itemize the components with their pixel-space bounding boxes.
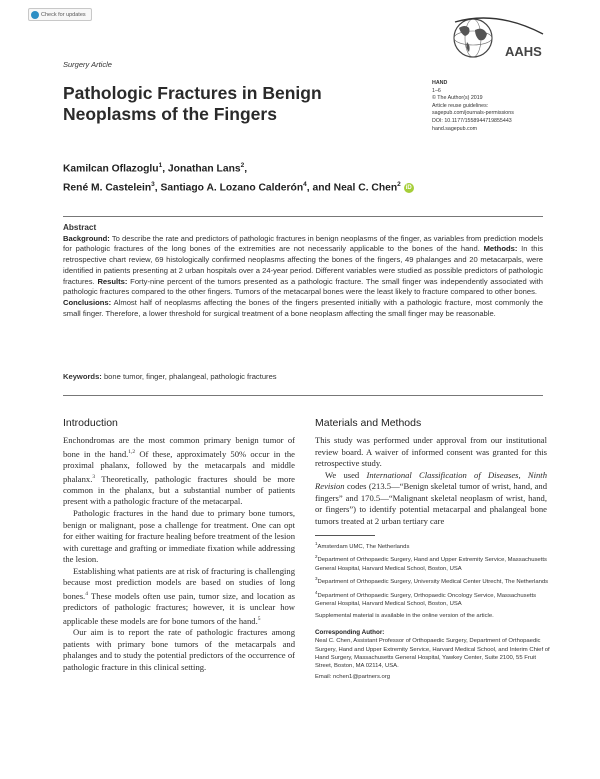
article-category: Surgery Article xyxy=(63,60,112,69)
keywords-label: Keywords: xyxy=(63,372,102,381)
abstract xyxy=(63,216,543,396)
intro-text: These models often use pain, tumor size, and location as predictors of pathologic fractures; however, it is unclear how applicable these models are for bone tumors of the hand. xyxy=(63,590,295,626)
methods-text: We used xyxy=(325,469,367,480)
author-name: René M. Castelein xyxy=(63,182,152,194)
affiliation-footnote xyxy=(315,589,550,609)
orcid-icon[interactable]: iD xyxy=(405,185,412,192)
doi[interactable]: DOI: 10.1177/1558944719855443 xyxy=(432,117,512,124)
footnotes xyxy=(315,540,550,683)
author-separator: , xyxy=(244,163,248,175)
footnote-text: Department of Orthopaedic Surgery, University Medical Center Utrecht, The Netherlands xyxy=(317,579,549,586)
author-name: Kamilcan Oflazoglu xyxy=(63,163,159,175)
abstract-body xyxy=(63,234,543,298)
globe-icon xyxy=(454,19,492,57)
corresponding-author-heading: Corresponding Author: xyxy=(315,628,385,636)
author-separator: , and xyxy=(306,182,334,194)
intro-text: Enchondromas are the most common primary benign tumor of bone in the hand. xyxy=(63,435,295,459)
intro-paragraph xyxy=(63,566,295,627)
intro-text: Of these, approximately 50% occur in the proximal phalanx, followed by the metacarpals and middle phalanx. xyxy=(63,448,295,484)
affiliation-footnote xyxy=(315,540,550,551)
update-check-icon xyxy=(31,11,39,19)
abstract-heading: Abstract xyxy=(63,223,97,232)
affiliation-footnote xyxy=(315,575,550,586)
author-name: Neal C. Chen xyxy=(333,182,398,194)
footnote-text: Amsterdam UMC, The Netherlands xyxy=(317,543,410,550)
footnote-number: 3 xyxy=(315,576,318,582)
journal-info xyxy=(432,80,514,133)
keywords xyxy=(63,372,277,381)
author-affiliation-sup: 2 xyxy=(397,181,401,189)
aahs-logo xyxy=(447,14,557,60)
methods-text: In this retrospective chart review, 69 histologically confirmed neoplasms affecting the bones of the fingers, 49 phalanges and 20 metacarpals, were identified in patients presenting at 2 urban hospitals over a 24-year period. Different variables were studied as possible predictors of pathologic fractures. xyxy=(63,244,543,286)
author-affiliation-sup: 2 xyxy=(240,162,245,169)
corresponding-author-text: Neal C. Chen, Assistant Professor of Orthopaedic Surgery, Department of Orthopaedic Surgery, Hand and Upper Extremity Service, Harvard Medical School, and Interim Chief of Hand Surgery, Massachusetts General Hospital, Yawkey Center, Suite 2100, 55 Fruit Street, Boston, MA 02114, USA. xyxy=(315,638,550,670)
icd-reference: International Classification of Diseases, Ninth Revision xyxy=(315,469,547,492)
results-label: Results: xyxy=(97,276,128,286)
background-text: To describe the rate and predictors of pathologic fractures in benign neoplasms of the finger, as variables from prediction models for pathologic fractures of the long bones of the extremities are not necessarily applicable to the bones of the hand. xyxy=(63,233,543,254)
intro-paragraph: Pathologic fractures in the hand due to primary bone tumors, benign or malignant, pose a challenge for treatment. One can opt for either waiting for fracture healing before treatment of the lesion with curettage and grafting or immediate fixation while addressing the lesion. xyxy=(63,508,295,565)
author-list xyxy=(63,158,483,197)
footnote-number: 2 xyxy=(315,554,318,560)
methods-text: codes (213.5—“Benign skeletal tumor of wrist, hand, and fingers” and 170.5—“Malignant skeletal neoplasm of wrist, hand, or fingers”) to identify potential metacarpal and phalangeal bone tumors treated at 2 urban tertiary care xyxy=(315,481,547,526)
intro-text: Theoretically, pathologic fractures should be more common in the phalanx, but a substantial number of patients present with a pathologic fracture of the metacarpal. xyxy=(63,473,295,507)
author-name: Santiago A. Lozano Calderón xyxy=(160,182,304,194)
methods-paragraph: This study was performed under approval from our institutional review board. A waiver of informed consent was granted for this retrospective study. xyxy=(315,435,547,469)
journal-name: HAND xyxy=(432,80,448,86)
citation-ref[interactable]: 3 xyxy=(92,473,96,480)
author-name: Jonathan Lans xyxy=(167,163,241,175)
conclusions-text: Almost half of neoplasms affecting the bones of the fingers presented initially with a pathologic fracture, most commonly the small finger. Therefore, a lower threshold for surgical treatment of a bone neoplasm affecting the small finger may be reasonable. xyxy=(63,297,543,318)
author-separator: , xyxy=(154,182,161,194)
journal-url[interactable]: hand.sagepub.com xyxy=(432,125,478,132)
footnote-text: Department of Orthopaedic Surgery, Orthopaedic Oncology Service, Massachusetts General Hospital, Harvard Medical School, Boston, USA xyxy=(315,592,537,607)
copyright: © The Author(s) 2019 xyxy=(432,95,483,102)
supplemental-note: Supplemental material is available in the online version of the article. xyxy=(315,613,494,620)
footnote-number: 4 xyxy=(315,589,318,595)
author-separator: , xyxy=(162,163,168,175)
methods-body xyxy=(315,435,547,527)
background-label: Background: xyxy=(63,233,110,243)
footnote-text: Department of Orthopaedic Surgery, Hand and Upper Extremity Service, Massachusetts General Hospital, Harvard Medical School, Boston, USA xyxy=(315,557,547,572)
citation-ref[interactable]: 4 xyxy=(85,590,88,597)
intro-paragraph xyxy=(63,435,295,508)
citation-ref[interactable]: 1,2 xyxy=(128,448,136,455)
logo-text: AAHS xyxy=(505,44,542,59)
permissions-link[interactable]: sagepub.com/journals-permissions xyxy=(432,110,514,117)
methods-label: Methods: xyxy=(483,244,518,254)
check-for-updates-label: Check for updates xyxy=(41,11,86,18)
author-affiliation-sup: 4 xyxy=(303,181,307,189)
results-text: Forty-nine percent of the tumors presented as a pathologic fracture. The small finger was independently associated with pathologic fractures compared to the other fingers. Tumors of the metacarpal bones were the least likely to fracture compared to other bones. xyxy=(63,276,544,297)
corresponding-email[interactable]: Email: nchen1@partners.org xyxy=(315,673,391,680)
conclusions-label: Conclusions: xyxy=(63,297,112,307)
check-for-updates-badge[interactable] xyxy=(28,8,92,21)
reuse-guidelines: Article reuse guidelines: xyxy=(432,102,489,109)
introduction-body xyxy=(63,435,295,673)
citation-ref[interactable]: 5 xyxy=(257,615,261,622)
methods-heading: Materials and Methods xyxy=(315,417,422,429)
introduction-heading: Introduction xyxy=(63,417,118,429)
article-title: Pathologic Fractures in Benign Neoplasms of the Fingers xyxy=(63,83,322,124)
methods-paragraph xyxy=(315,470,547,528)
author-affiliation-sup: 1 xyxy=(158,162,163,169)
keywords-text: bone tumor, finger, phalangeal, pathologic fractures xyxy=(101,372,277,381)
intro-text: Establishing what patients are at risk of fracturing is challenging because most prediction models are based on studies of long bones. xyxy=(63,565,295,601)
abstract-conclusions xyxy=(63,298,543,319)
journal-pages: 1–6 xyxy=(432,87,441,94)
affiliation-footnote xyxy=(315,553,550,573)
footnote-divider xyxy=(315,535,375,536)
intro-paragraph: Our aim is to report the rate of pathologic fractures among patients with primary bone tumors of the metacarpals and phalanges and to study the potential predictors of the occurrence of pathologic fracture in this clinical setting. xyxy=(63,627,295,672)
author-affiliation-sup: 3 xyxy=(151,181,155,189)
footnote-number: 1 xyxy=(315,541,318,546)
